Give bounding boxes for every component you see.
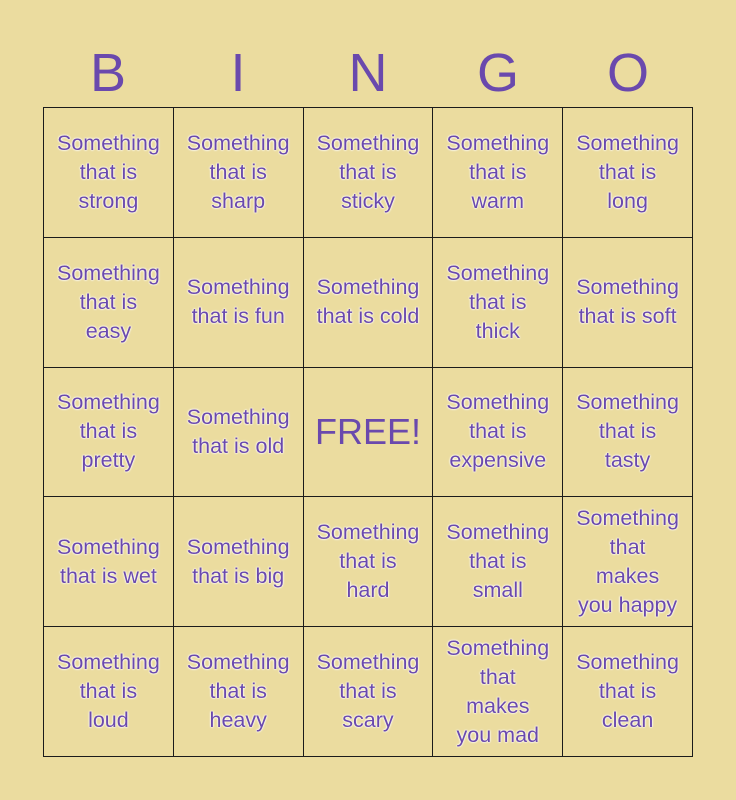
bingo-cell[interactable] [174,627,304,757]
bingo-cell[interactable] [433,368,563,498]
header-letter-i: I [230,43,246,103]
bingo-cell[interactable] [433,238,563,368]
cell-text: Something that is warm [446,130,550,213]
cell-text: Something that is sharp [186,130,290,213]
cell-text: Something that is big [186,534,290,588]
bingo-cell[interactable] [44,238,174,368]
bingo-cell[interactable] [304,497,434,627]
bingo-cell[interactable] [174,497,304,627]
header-letter-o: O [606,43,649,103]
bingo-cell[interactable] [563,627,693,757]
cell-text: Something that makes you mad [446,635,550,747]
bingo-header [43,38,693,108]
bingo-cell[interactable] [44,368,174,498]
bingo-cell[interactable] [433,497,563,627]
bingo-cell[interactable] [174,238,304,368]
cell-text: Something that is scary [316,650,420,733]
bingo-cell[interactable] [433,108,563,238]
cell-text: Something that is wet [57,534,160,588]
bingo-cell[interactable] [304,238,434,368]
cell-text: Something that is fun [186,275,290,329]
cell-text: Something that is heavy [186,650,290,733]
bingo-cell[interactable] [304,108,434,238]
cell-text: Something that is pretty [57,390,160,473]
cell-text: Something that makes you happy [576,505,679,617]
cell-text: Something that is old [186,404,290,458]
bingo-cell[interactable] [44,497,174,627]
header-letter-n: N [348,43,388,103]
bingo-cell[interactable] [433,627,563,757]
cell-text: Something that is small [446,520,550,603]
cell-text: Something that is thick [446,260,550,343]
bingo-cell[interactable] [563,497,693,627]
cell-text: Something that is loud [57,650,160,733]
header-letter-g: G [476,43,519,103]
header-letter-b: B [89,43,127,103]
cell-text: Something that is long [576,130,679,213]
cell-text: Something that is sticky [316,130,420,213]
free-space-label: FREE! [314,410,421,452]
bingo-cell[interactable] [174,368,304,498]
bingo-grid [43,107,693,757]
cell-text: Something that is hard [316,520,420,603]
cell-text: Something that is easy [57,260,160,343]
cell-text: Something that is cold [316,275,420,329]
bingo-cell[interactable] [44,627,174,757]
bingo-cell[interactable] [304,627,434,757]
free-space-cell[interactable] [304,368,434,498]
cell-text: Something that is strong [57,130,160,213]
bingo-cell[interactable] [44,108,174,238]
cell-text: Something that is clean [576,650,679,733]
cell-text: Something that is soft [576,275,679,329]
cell-text: Something that is tasty [576,390,679,473]
bingo-cell[interactable] [563,108,693,238]
bingo-cell[interactable] [563,238,693,368]
bingo-cell[interactable] [563,368,693,498]
bingo-cell[interactable] [174,108,304,238]
cell-text: Something that is expensive [446,390,550,473]
